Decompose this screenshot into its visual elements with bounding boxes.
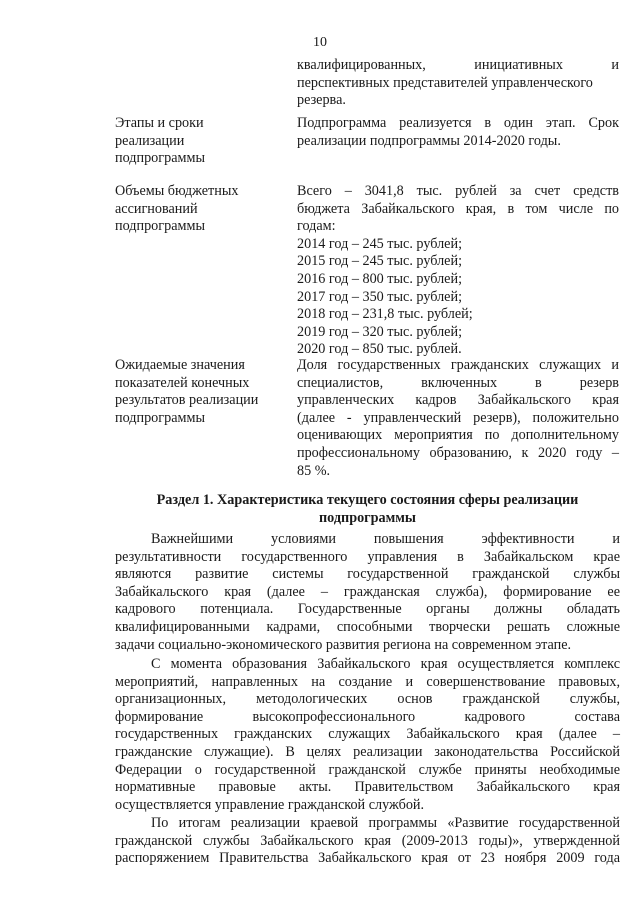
paragraph <box>115 815 620 868</box>
text-line: Забайкальского края (далее – гражданская служба), формирование ее <box>115 583 620 600</box>
label-line: реализации <box>115 132 185 149</box>
budget-year-2017: 2017 год – 350 тыс. рублей; <box>297 288 463 305</box>
text-line: перспективных представителей управленческого <box>297 74 593 91</box>
text-line: распоряжением Правительства Забайкальского края от 23 ноября 2009 года <box>115 850 620 867</box>
text-line: гражданской службы Забайкальского края (2009-2013 годы)», утвержденной <box>115 832 620 849</box>
text-line: профессиональному образованию, к 2020 году – <box>297 444 619 461</box>
text-line: Важнейшими условиями повышения эффективности и <box>151 531 620 547</box>
heading-line: Раздел 1. Характеристика текущего состояния сферы реализации <box>156 492 579 508</box>
text-line: государственных гражданских служащих Забайкальского края (далее – <box>115 726 620 743</box>
text-line: формирование высокопрофессионального кадрового состава <box>115 708 620 725</box>
label-line: Ожидаемые значения <box>115 357 245 373</box>
text-line: 85 %. <box>297 462 331 479</box>
text-line: Доля государственных гражданских служащих и <box>297 357 619 373</box>
text-line: гражданские служащие). В целях реализации законодательства Российской <box>115 743 620 760</box>
row-value <box>297 357 619 480</box>
budget-year-2016: 2016 год – 800 тыс. рублей; <box>297 270 463 287</box>
budget-year-2020: 2020 год – 850 тыс. рублей. <box>297 341 462 358</box>
text-line: Всего – 3041,8 тыс. рублей за счет средств <box>297 183 619 199</box>
text-line: резерва. <box>297 92 346 109</box>
text-line: бюджета Забайкальского края, в том числе по <box>297 200 619 217</box>
section-heading <box>115 492 620 527</box>
budget-year-2018: 2018 год – 231,8 тыс. рублей; <box>297 306 473 323</box>
label-line: Объемы бюджетных <box>115 183 239 199</box>
label-line: подпрограммы <box>115 150 205 167</box>
text-line: управленческих кадров Забайкальского края <box>297 392 619 409</box>
label-line: подпрограммы <box>115 409 205 426</box>
text-line: квалифицированных, инициативных и <box>297 57 619 73</box>
text-line: квалифицированными кадрами, способными творчески решать сложные <box>115 618 620 635</box>
label-line: показателей конечных <box>115 374 250 391</box>
text-line: являются развитие системы государственной гражданской службы <box>115 566 620 583</box>
text-line: (далее - управленческий резерв), положительно <box>297 409 619 426</box>
row-label <box>115 115 285 168</box>
budget-year-2019: 2019 год – 320 тыс. рублей; <box>297 323 463 340</box>
label-line: подпрограммы <box>115 218 205 235</box>
row-value <box>297 115 619 150</box>
text-line: мероприятий, направленных на создание и совершенствование правовых, <box>115 673 620 690</box>
row-value <box>297 183 619 359</box>
page-number: 10 <box>313 35 327 50</box>
text-line: реализации подпрограммы 2014-2020 годы. <box>297 132 561 149</box>
continuation-text <box>297 57 619 110</box>
paragraph <box>115 656 620 814</box>
paragraph <box>115 531 620 654</box>
row-label <box>115 357 285 427</box>
label-line: Этапы и сроки <box>115 115 204 131</box>
row-label <box>115 183 285 236</box>
text-line: результативности государственного управления в Забайкальском крае <box>115 548 620 565</box>
label-line: результатов реализации <box>115 392 259 409</box>
budget-year-2014: 2014 год – 245 тыс. рублей; <box>297 235 463 252</box>
text-line: оценивающих мероприятия по дополнительному <box>297 427 619 444</box>
label-line: ассигнований <box>115 200 198 217</box>
text-line: годам: <box>297 218 336 235</box>
text-line: задачи социально-экономического развития региона на современном этапе. <box>115 636 572 653</box>
text-line: Федерации о государственной гражданской службе приняты необходимые <box>115 761 620 778</box>
text-line: кадрового потенциала. Государственные органы должны обладать <box>115 601 620 618</box>
budget-year-2015: 2015 год – 245 тыс. рублей; <box>297 253 463 270</box>
text-line: специалистов, включенных в резерв <box>297 374 619 391</box>
text-line: организационных, методологических основ гражданской службы, <box>115 691 620 708</box>
text-line: Подпрограмма реализуется в один этап. Срок <box>297 115 619 131</box>
heading-line: подпрограммы <box>318 509 417 526</box>
text-line: осуществляется управление гражданской службой. <box>115 796 425 813</box>
text-line: По итогам реализации краевой программы «Развитие государственной <box>151 815 620 831</box>
text-line: С момента образования Забайкальского края осуществляется комплекс <box>151 656 620 672</box>
text-line: нормативные правовые акты. Правительством Забайкальского края <box>115 779 620 796</box>
